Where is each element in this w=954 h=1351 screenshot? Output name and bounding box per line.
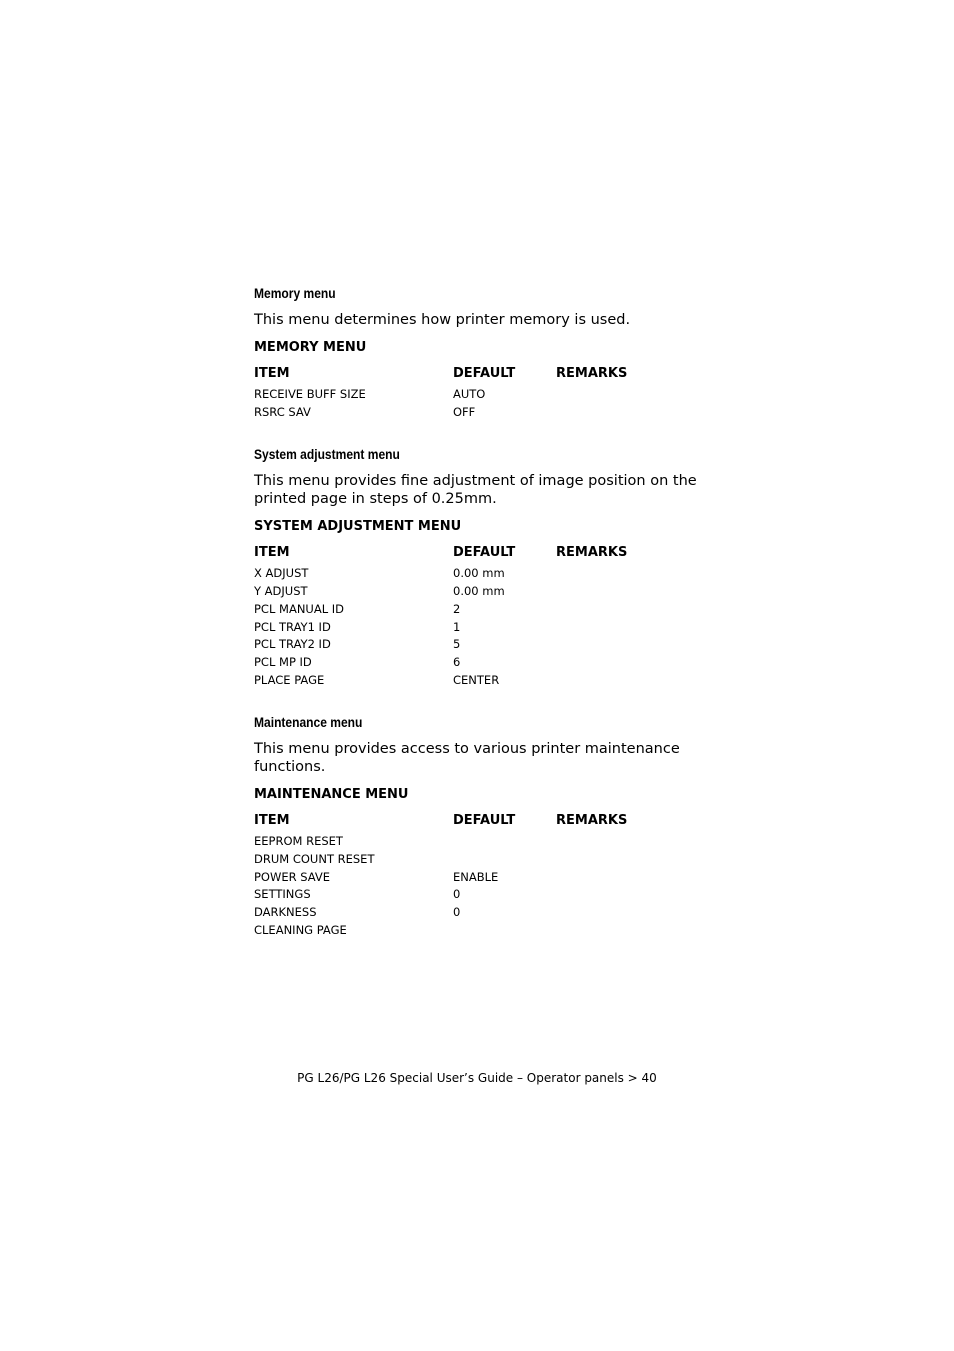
cell-remarks [556,886,676,904]
cell-default: 6 [453,654,461,669]
section-heading: Memory menu [254,285,336,301]
system-adjustment-menu-section [254,445,714,689]
cell-remarks [556,601,676,619]
column-header-remarks: REMARKS [556,545,628,561]
table-row [254,922,714,940]
table-header [254,813,714,829]
table-row [254,404,714,422]
page-content [254,284,714,940]
cell-remarks [556,904,676,922]
cell-default: 0.00 mm [453,584,505,599]
cell-remarks [556,386,676,404]
cell-default: 2 [453,601,461,616]
cell-default: AUTO [453,387,486,401]
cell-remarks [556,619,676,637]
table-row [254,601,714,619]
menu-table [254,545,714,689]
cell-item: PCL TRAY2 ID [254,637,331,652]
cell-item: DRUM COUNT RESET [254,852,375,867]
column-header-item: ITEM [254,545,290,561]
cell-default: 5 [453,637,461,652]
cell-remarks [556,565,676,583]
cell-item: PCL MANUAL ID [254,601,345,616]
cell-remarks [556,851,676,869]
column-header-remarks: REMARKS [556,366,628,381]
cell-remarks [556,583,676,601]
table-row [254,619,714,637]
cell-default: 1 [453,619,461,634]
page-footer: PG L26/PG L26 Special User’s Guide – Operator panels > 40 [297,1071,657,1085]
table-row [254,869,714,887]
cell-default [453,833,556,851]
cell-item: POWER SAVE [254,869,331,884]
cell-remarks [556,654,676,672]
cell-item: PCL MP ID [254,654,312,669]
cell-default: 0 [453,887,461,902]
table-row [254,636,714,654]
column-header-item: ITEM [254,813,290,829]
cell-item: CLEANING PAGE [254,922,347,937]
table-row [254,851,714,869]
cell-remarks [556,636,676,654]
cell-item: Y ADJUST [254,584,308,599]
cell-default: 0.00 mm [453,566,505,581]
cell-remarks [556,869,676,887]
cell-default: 0 [453,905,461,920]
cell-item: PCL TRAY1 ID [254,619,331,634]
cell-default: OFF [453,404,476,419]
memory-menu-section [254,284,714,421]
section-heading: Maintenance menu [254,714,363,731]
cell-remarks [556,404,676,422]
cell-item: RSRC SAV [254,404,311,419]
cell-item: DARKNESS [254,905,317,920]
cell-default: CENTER [453,672,500,687]
menu-table [254,813,714,939]
table-header [254,366,714,382]
section-intro: This menu provides fine adjustment of image position on the printed page in steps of 0.25mm. [254,473,697,508]
column-header-default: DEFAULT [453,366,516,381]
table-row [254,565,714,583]
section-heading: System adjustment menu [254,446,400,463]
table-row [254,904,714,922]
cell-item: SETTINGS [254,887,311,902]
cell-remarks [556,833,676,851]
cell-default [453,922,556,940]
table-row [254,583,714,601]
menu-table [254,366,714,421]
cell-item: EEPROM RESET [254,834,343,849]
section-intro: This menu provides access to various printer maintenance functions. [254,741,680,776]
column-header-remarks: REMARKS [556,813,628,829]
section-intro: This menu determines how printer memory is used. [254,312,631,328]
table-row [254,833,714,851]
cell-item: PLACE PAGE [254,672,325,687]
cell-remarks [556,922,676,940]
table-row [254,886,714,904]
column-header-default: DEFAULT [453,545,516,561]
cell-default: ENABLE [453,869,499,884]
maintenance-menu-section [254,713,714,939]
table-row [254,654,714,672]
cell-item: X ADJUST [254,566,309,581]
column-header-item: ITEM [254,366,290,381]
table-title: SYSTEM ADJUSTMENT MENU [254,519,462,535]
table-row [254,386,714,404]
cell-remarks [556,672,676,690]
cell-item: RECEIVE BUFF SIZE [254,387,366,401]
table-row [254,672,714,690]
column-header-default: DEFAULT [453,813,516,829]
cell-default [453,851,556,869]
table-title: MAINTENANCE MENU [254,787,409,803]
table-header [254,545,714,561]
table-title: MEMORY MENU [254,340,367,355]
